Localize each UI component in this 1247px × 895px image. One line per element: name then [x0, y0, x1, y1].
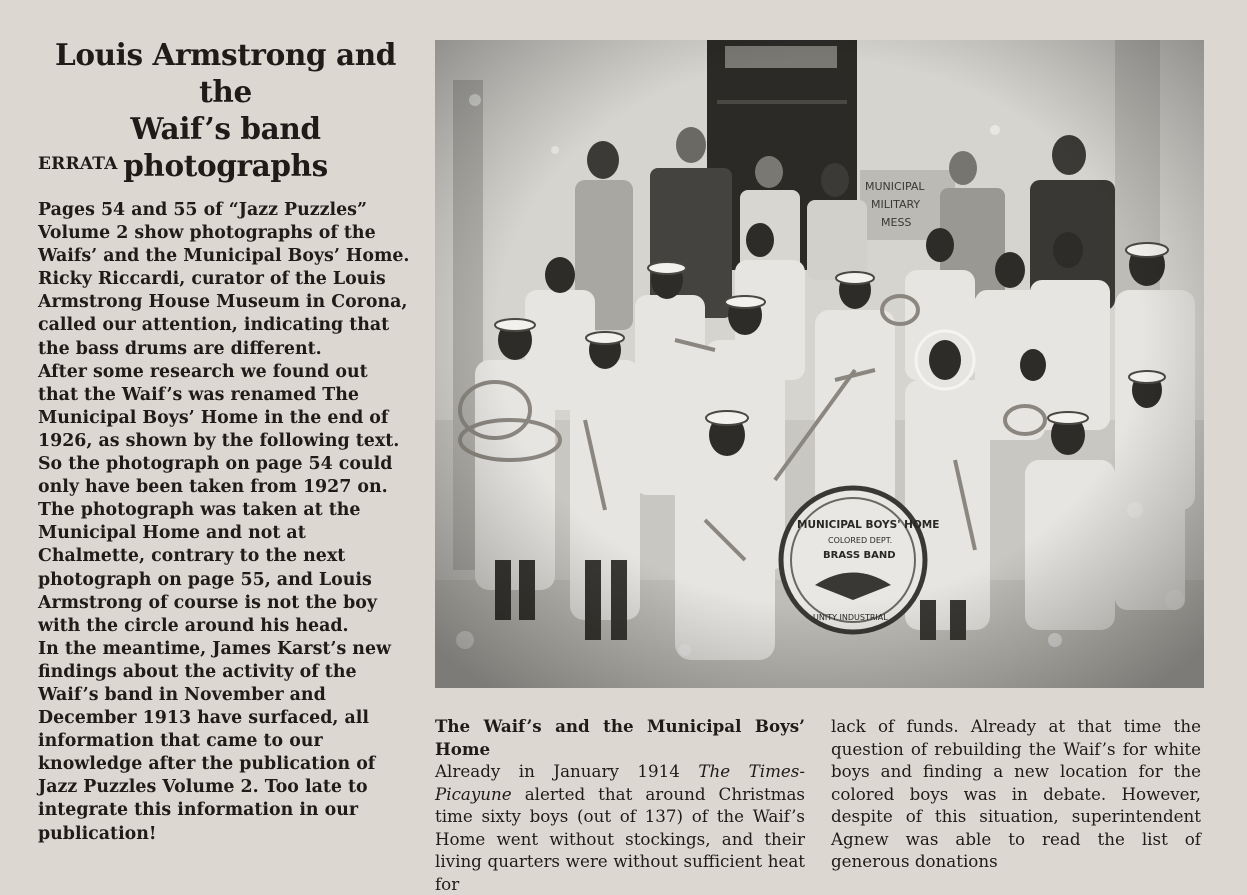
caption-text-1-start: Already in January 1914: [435, 761, 699, 781]
caption-heading: The Waif’s and the Municipal Boys’ Home: [435, 716, 805, 759]
errata-paragraph: Ricky Riccardi, curator of the Louis Armstrong House Museum in Corona, called our attention, indicating that the bass drums are different.: [38, 269, 408, 359]
errata-body: [38, 199, 410, 846]
errata-paragraph: After some research we found out that the Waif’s was renamed The Municipal Boys’ Home in the end of 1926, as shown by the following text. So the photograph on page 54 could only have been taken from 1927 on.: [38, 361, 400, 498]
newspaper-title: The Times-Picayune: [435, 761, 805, 804]
errata-heading: ERRATA: [38, 154, 118, 174]
band-photograph: [435, 40, 1204, 688]
caption-text-1-end: alerted that around Christmas time sixty boys (out of 137) of the Waif’s Home went without stockings, and their living quarters were without sufficient heat for: [435, 783, 805, 894]
title-line-1: Louis Armstrong and the: [55, 37, 396, 109]
errata-paragraph: In the meantime, James Karst’s new findings about the activity of the Waif’s band in November and December 1913 have surfaced, all information that came to our knowledge after the publication of Jazz Puzzles Volume 2. Too late to integrate this information in our publication!: [38, 638, 391, 844]
caption-text-1: [435, 760, 805, 895]
caption-column-2: [831, 715, 1201, 873]
errata-paragraph: Pages 54 and 55 of “Jazz Puzzles” Volume 2 show photographs of the Waifs’ and the Municipal Boys’ Home.: [38, 200, 410, 267]
errata-paragraph: The photograph was taken at the Municipal Home and not at Chalmette, contrary to the next photograph on page 55, and Louis Armstrong of course is not the boy with the circle around his head.: [38, 500, 377, 636]
caption-text-2: lack of funds. Already at that time the question of rebuilding the Waif’s for white boys and finding a new location for the colored boys was in debate. However, despite of this situation, superintendent Agnew was able to read the list of generous donations: [831, 716, 1201, 871]
caption-column-1: [435, 715, 805, 895]
title-line-2: Waif’s band photographs: [123, 111, 328, 183]
